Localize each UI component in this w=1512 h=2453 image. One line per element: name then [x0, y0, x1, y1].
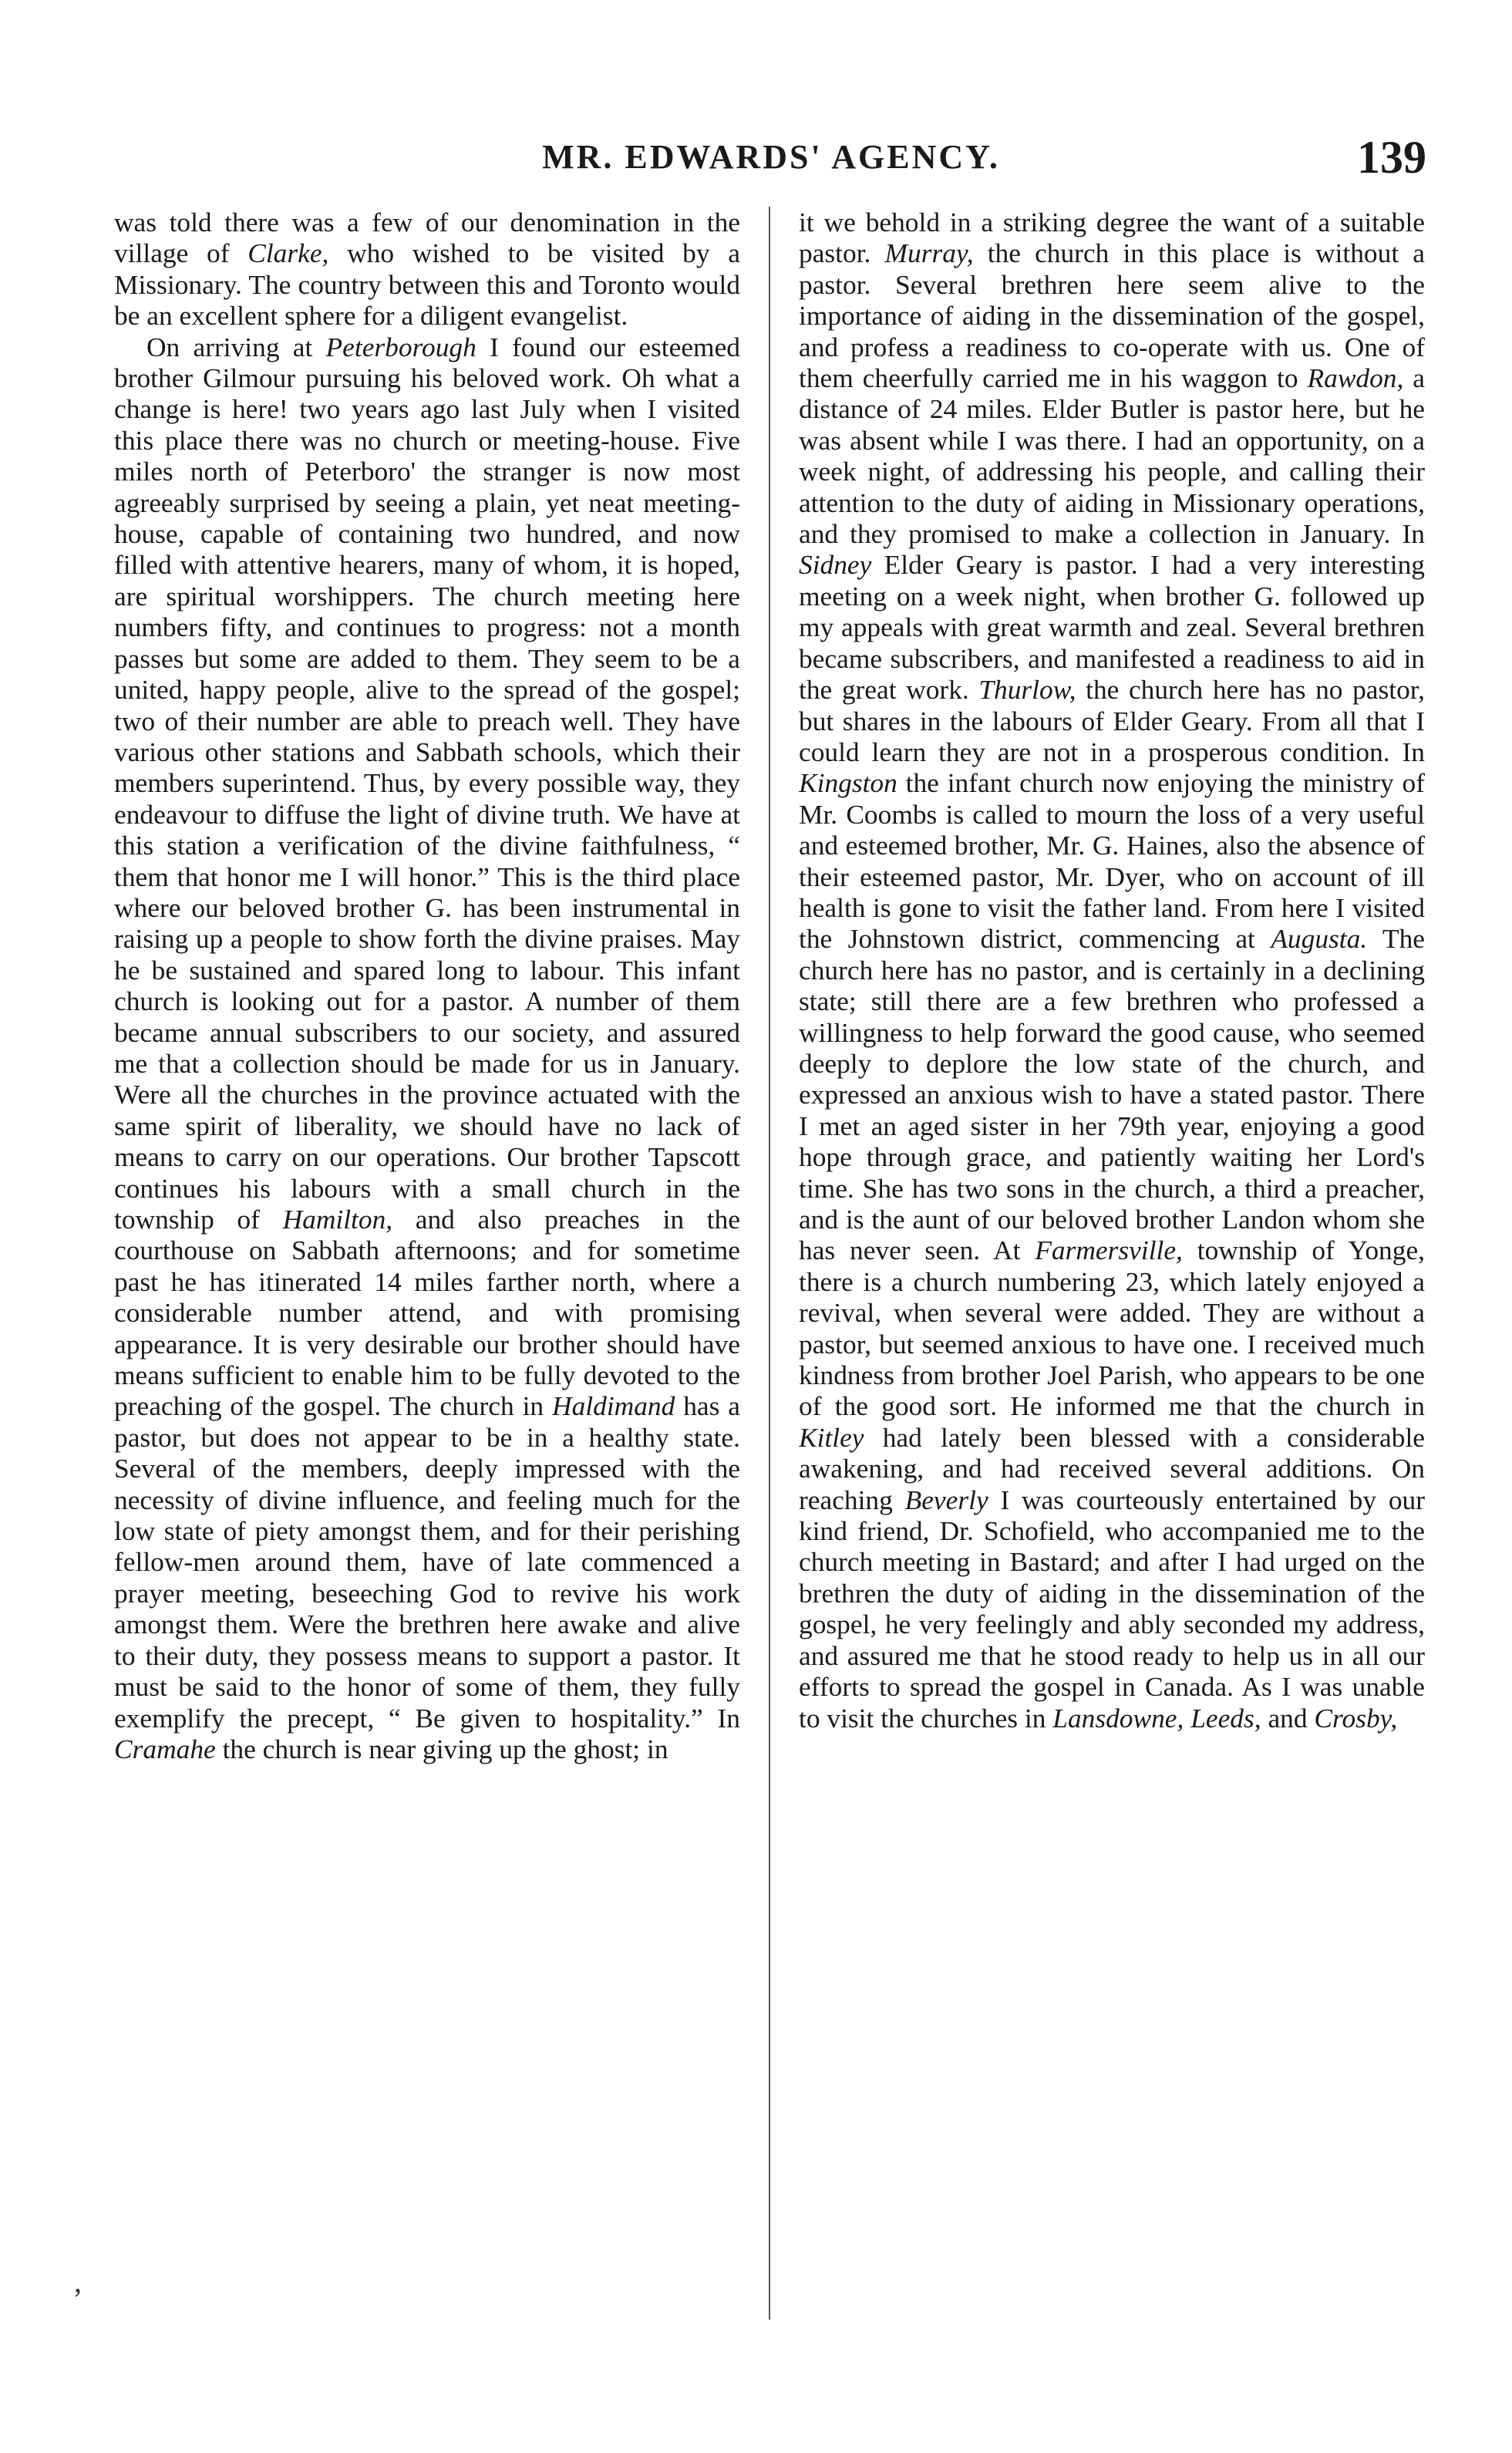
running-head: MR. EDWARDS' AGENCY. — [542, 138, 1000, 176]
stray-mark: , — [74, 2264, 82, 2299]
text-run: it we behold in a striking degree the want of a suitable pastor. — [799, 207, 1425, 269]
paragraph — [114, 332, 740, 1765]
italic-text: Murray, — [884, 238, 974, 269]
text-run: I was courteously entertained by our kind friend, Dr. Schofield, who accompanied me to the church meeting in Bastard; and after I had urged on the brethren the duty of aiding in the dissemination of the gospel, he very feelingly and ably seconded my address, and assured me that he stood ready to help us in all our efforts to spread the gospel in Canada. As I was unable to visit the churches in — [799, 1484, 1425, 1734]
text-run: the church in this place is without a pastor. Several brethren here seem alive to the importance of aiding in the dissemination of the gospel, and profess a readiness to co-operate with us. One of them cheerfully carried me in his waggon to — [799, 238, 1425, 394]
italic-text: Kingston — [799, 767, 897, 799]
italic-text: Hamilton, — [282, 1204, 393, 1235]
text-run: Elder Geary is pastor. I had a very interesting meeting on a week night, when brother G. followed up my appeals with great warmth and zeal. Several brethren became subscribers, and manifested a readiness to aid in the great work. — [799, 549, 1425, 706]
text-run: the infant church now enjoying the ministry of Mr. Coombs is called to mourn the loss of a very useful and esteemed brother, Mr. G. Haines, also the absence of their esteemed pastor, Mr. Dyer, who on account of ill health is gone to visit the father land. From here I visited the Johnstown district, commencing at — [799, 767, 1425, 955]
italic-text: Rawdon, — [1307, 362, 1404, 394]
italic-text: Sidney — [799, 549, 872, 581]
left-column — [114, 207, 740, 2320]
text-run: a distance of 24 miles. Elder Butler is pastor here, but he was absent while I was there. I had an opportunity, on a week night, of addressing his people, and calling their attention to the duty of aiding in Missionary operations, and they promised to make a collection in January. In — [799, 362, 1425, 550]
italic-text: Kitley — [799, 1421, 864, 1453]
italic-text: Peterborough — [325, 331, 476, 362]
column-divider — [769, 207, 770, 2320]
text-run: the church here has no pastor, but shares in the labours of Elder Geary. From all that I could learn they are not in a prosperous condition. In — [799, 674, 1425, 767]
italic-text: Haldimand — [552, 1390, 675, 1422]
text-run: The church here has no pastor, and is certainly in a declining state; still there are a few brethren who professed a willingness to help forward the good cause, who seemed deeply to deplore the low state of the church, and expressed an anxious wish to have a stated pastor. There I met an aged sister in her 79th year, enjoying a good hope through grace, and patiently waiting her Lord's time. She has two sons in the church, a third a preacher, and is the aunt of our beloved brother Landon whom she has never seen. At — [799, 923, 1425, 1266]
right-column — [799, 207, 1425, 2320]
text-run: has a pastor, but does not appear to be in a healthy state. Several of the members, deeply impressed with the necessity of divine influence, and feeling much for the low state of piety amongst them, and for their perishing fellow-men around them, have of late commenced a prayer meeting, beseeching God to revive his work amongst them. Were the brethren here awake and alive to their duty, they possess means to support a pastor. It must be said to the honor of some of them, they fully exemplify the precept, “ Be given to hospitality.” In — [114, 1390, 740, 1734]
page-number: 139 — [1357, 132, 1426, 183]
paragraph — [114, 207, 740, 332]
text-run: the church is near giving up the ghost; in — [215, 1733, 668, 1764]
text-run: was told there was a few of our denomination in the village of — [114, 207, 740, 269]
paragraph — [799, 207, 1425, 1734]
italic-text: Thurlow, — [978, 674, 1076, 706]
text-columns — [114, 207, 1425, 2320]
text-run: On arriving at — [146, 331, 326, 362]
italic-text: Augusta. — [1271, 923, 1368, 955]
text-run: and — [1261, 1702, 1315, 1734]
italic-text: Clarke, — [248, 238, 329, 269]
italic-text: Farmersville, — [1035, 1235, 1183, 1266]
text-run: township of Yonge, there is a church numbering 23, which lately enjoyed a revival, when several were added. They are without a pastor, but seemed anxious to have one. I received much kindness from brother Joel Parish, who appears to be one of the good sort. He informed me that the church in — [799, 1235, 1425, 1422]
italic-text: Cramahe — [114, 1733, 216, 1764]
italic-text: Crosby, — [1314, 1702, 1398, 1734]
text-run: had lately been blessed with a considerable awakening, and had received several additions. On reaching — [799, 1421, 1425, 1515]
text-run: I found our esteemed brother Gilmour pursuing his beloved work. Oh what a change is here! two years ago last July when I visited this place there was no church or meeting-house. Five miles north of Peterboro' the stranger is now most agreeably surprised by seeing a plain, yet neat meeting-house, capable of containing two hundred, and now filled with attentive hearers, many of whom, it is hoped, are spiritual worshippers. The church meeting here numbers fifty, and continues to progress: not a month passes but some are added to them. They seem to be a united, happy people, alive to the spread of the gospel; two of their number are able to preach well. They have various other stations and Sabbath schools, which their members superintend. Thus, by every possible way, they endeavour to diffuse the light of divine truth. We have at this station a verification of the divine faithfulness, “ them that honor me I will honor.” This is the third place where our beloved brother G. has been instrumental in raising up a people to show forth the divine praises. May he be sustained and spared long to labour. This infant church is looking out for a pastor. A number of them became annual subscribers to our society, and assured me that a collection should be made for us in January. Were all the churches in the province actuated with the same spirit of liberality, we should have no lack of means to carry on our operations. Our brother Tapscott continues his labours with a small church in the township of — [114, 331, 740, 1235]
italic-text: Lansdowne, Leeds, — [1052, 1702, 1261, 1734]
page-header — [116, 131, 1426, 185]
text-run: and also preaches in the courthouse on Sabbath afternoons; and for sometime past he has itinerated 14 miles farther north, where a considerable number attend, and with promising appearance. It is very desirable our brother should have means sufficient to enable him to be fully devoted to the preaching of the gospel. The church in — [114, 1204, 740, 1422]
italic-text: Beverly — [904, 1484, 988, 1515]
text-run: who wished to be visited by a Missionary. The country between this and Toronto would be an excellent sphere for a diligent evangelist. — [114, 238, 740, 332]
